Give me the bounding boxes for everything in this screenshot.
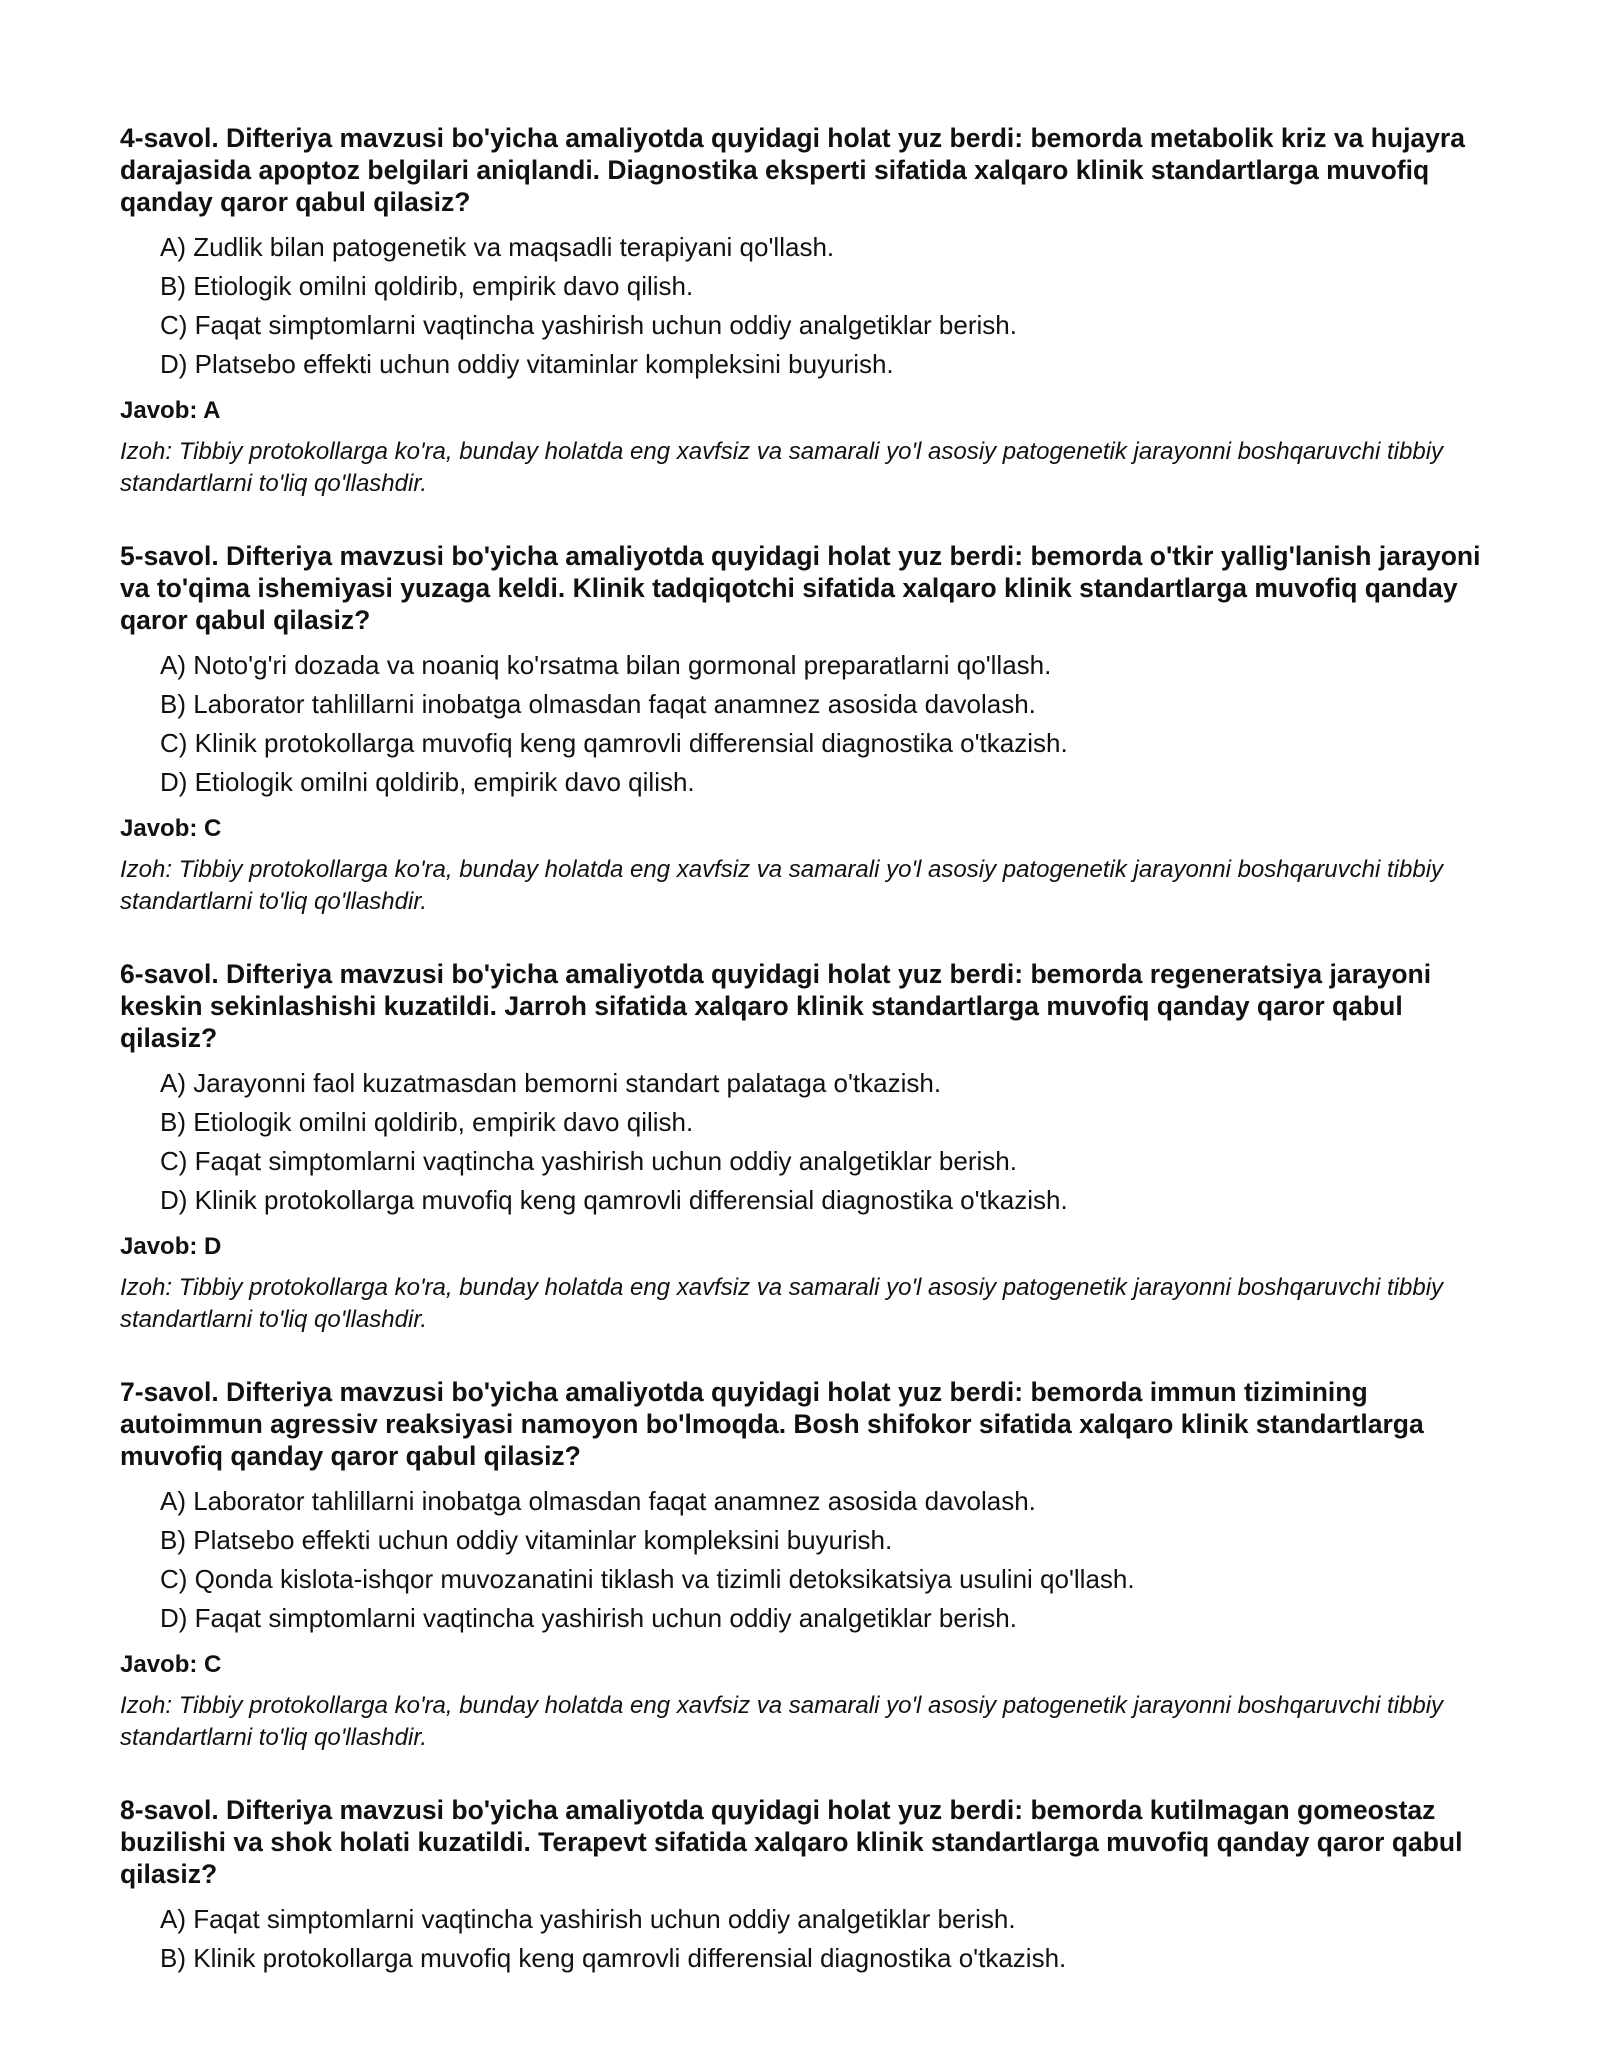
option-c: C) Faqat simptomlarni vaqtincha yashirish uchun oddiy analgetiklar berish. [160, 1146, 1017, 1176]
option-list [120, 1482, 1500, 1638]
answer-label: Javob: C [120, 815, 222, 842]
question-block [120, 1376, 1500, 1754]
option-c: C) Qonda kislota-ishqor muvozanatini tiklash va tizimli detoksikatsiya usulini qo'llash. [160, 1564, 1135, 1594]
question-block [120, 958, 1500, 1336]
option-d: D) Etiologik omilni qoldirib, empirik davo qilish. [160, 767, 695, 797]
option-a: A) Faqat simptomlarni vaqtincha yashirish uchun oddiy analgetiklar berish. [160, 1904, 1016, 1934]
option-c: C) Klinik protokollarga muvofiq keng qamrovli differensial diagnostika o'tkazish. [160, 728, 1068, 758]
explanation-note: Izoh: Tibbiy protokollarga ko'ra, bunday holatda eng xavfsiz va samarali yo'l asosiy patogenetik jarayonni boshqaruvchi tibbiy standartlarni to'liq qo'llashdir. [120, 1274, 1444, 1333]
option-list [120, 228, 1500, 384]
question-block [120, 1794, 1500, 1978]
option-b: B) Etiologik omilni qoldirib, empirik davo qilish. [160, 271, 694, 301]
option-a: A) Jarayonni faol kuzatmasdan bemorni standart palataga o'tkazish. [160, 1068, 942, 1098]
option-a: A) Zudlik bilan patogenetik va maqsadli terapiyani qo'llash. [160, 232, 835, 262]
option-d: D) Faqat simptomlarni vaqtincha yashirish uchun oddiy analgetiklar berish. [160, 1603, 1017, 1633]
option-d: D) Platsebo effekti uchun oddiy vitaminlar kompleksini buyurish. [160, 349, 894, 379]
explanation-note: Izoh: Tibbiy protokollarga ko'ra, bunday holatda eng xavfsiz va samarali yo'l asosiy patogenetik jarayonni boshqaruvchi tibbiy standartlarni to'liq qo'llashdir. [120, 438, 1444, 497]
option-list [120, 1064, 1500, 1220]
explanation-note: Izoh: Tibbiy protokollarga ko'ra, bunday holatda eng xavfsiz va samarali yo'l asosiy patogenetik jarayonni boshqaruvchi tibbiy standartlarni to'liq qo'llashdir. [120, 856, 1444, 915]
option-c: C) Faqat simptomlarni vaqtincha yashirish uchun oddiy analgetiklar berish. [160, 310, 1017, 340]
option-a: A) Noto'g'ri dozada va noaniq ko'rsatma bilan gormonal preparatlarni qo'llash. [160, 650, 1052, 680]
option-list [120, 1900, 1500, 1978]
question-text: 6-savol. Difteriya mavzusi bo'yicha amaliyotda quyidagi holat yuz berdi: bemorda regeneratsiya jarayoni keskin sekinlashishi kuzatildi. Jarroh sifatida xalqaro klinik standartlarga muvofiq qanday qaror qabul qilasiz? [120, 959, 1432, 1053]
answer-label: Javob: C [120, 1651, 222, 1678]
answer-label: Javob: D [120, 1233, 222, 1260]
question-text: 7-savol. Difteriya mavzusi bo'yicha amaliyotda quyidagi holat yuz berdi: bemorda immun tizimining autoimmun agressiv reaksiyasi namoyon bo'lmoqda. Bosh shifokor sifatida xalqaro klinik standartlarga muvofiq qanday qaror qabul qilasiz? [120, 1377, 1424, 1471]
explanation-note: Izoh: Tibbiy protokollarga ko'ra, bunday holatda eng xavfsiz va samarali yo'l asosiy patogenetik jarayonni boshqaruvchi tibbiy standartlarni to'liq qo'llashdir. [120, 1692, 1444, 1751]
option-b: B) Etiologik omilni qoldirib, empirik davo qilish. [160, 1107, 694, 1137]
question-text: 4-savol. Difteriya mavzusi bo'yicha amaliyotda quyidagi holat yuz berdi: bemorda metabolik kriz va hujayra darajasida apoptoz belgilari aniqlandi. Diagnostika eksperti sifatida xalqaro klinik standartlarga muvofiq qanday qaror qabul qilasiz? [120, 123, 1465, 217]
document-page [120, 122, 1500, 2018]
question-text: 8-savol. Difteriya mavzusi bo'yicha amaliyotda quyidagi holat yuz berdi: bemorda kutilmagan gomeostaz buzilishi va shok holati kuzatildi. Terapevt sifatida xalqaro klinik standartlarga muvofiq qanday qaror qabul qilasiz? [120, 1795, 1463, 1889]
question-block [120, 540, 1500, 918]
option-b: B) Laborator tahlillarni inobatga olmasdan faqat anamnez asosida davolash. [160, 689, 1036, 719]
answer-label: Javob: A [120, 397, 221, 424]
option-b: B) Platsebo effekti uchun oddiy vitaminlar kompleksini buyurish. [160, 1525, 893, 1555]
question-block [120, 122, 1500, 500]
question-text: 5-savol. Difteriya mavzusi bo'yicha amaliyotda quyidagi holat yuz berdi: bemorda o'tkir yallig'lanish jarayoni va to'qima ishemiyasi yuzaga keldi. Klinik tadqiqotchi sifatida xalqaro klinik standartlarga muvofiq qanday qaror qabul qilasiz? [120, 541, 1481, 635]
option-a: A) Laborator tahlillarni inobatga olmasdan faqat anamnez asosida davolash. [160, 1486, 1036, 1516]
option-b: B) Klinik protokollarga muvofiq keng qamrovli differensial diagnostika o'tkazish. [160, 1943, 1067, 1973]
option-d: D) Klinik protokollarga muvofiq keng qamrovli differensial diagnostika o'tkazish. [160, 1185, 1068, 1215]
option-list [120, 646, 1500, 802]
